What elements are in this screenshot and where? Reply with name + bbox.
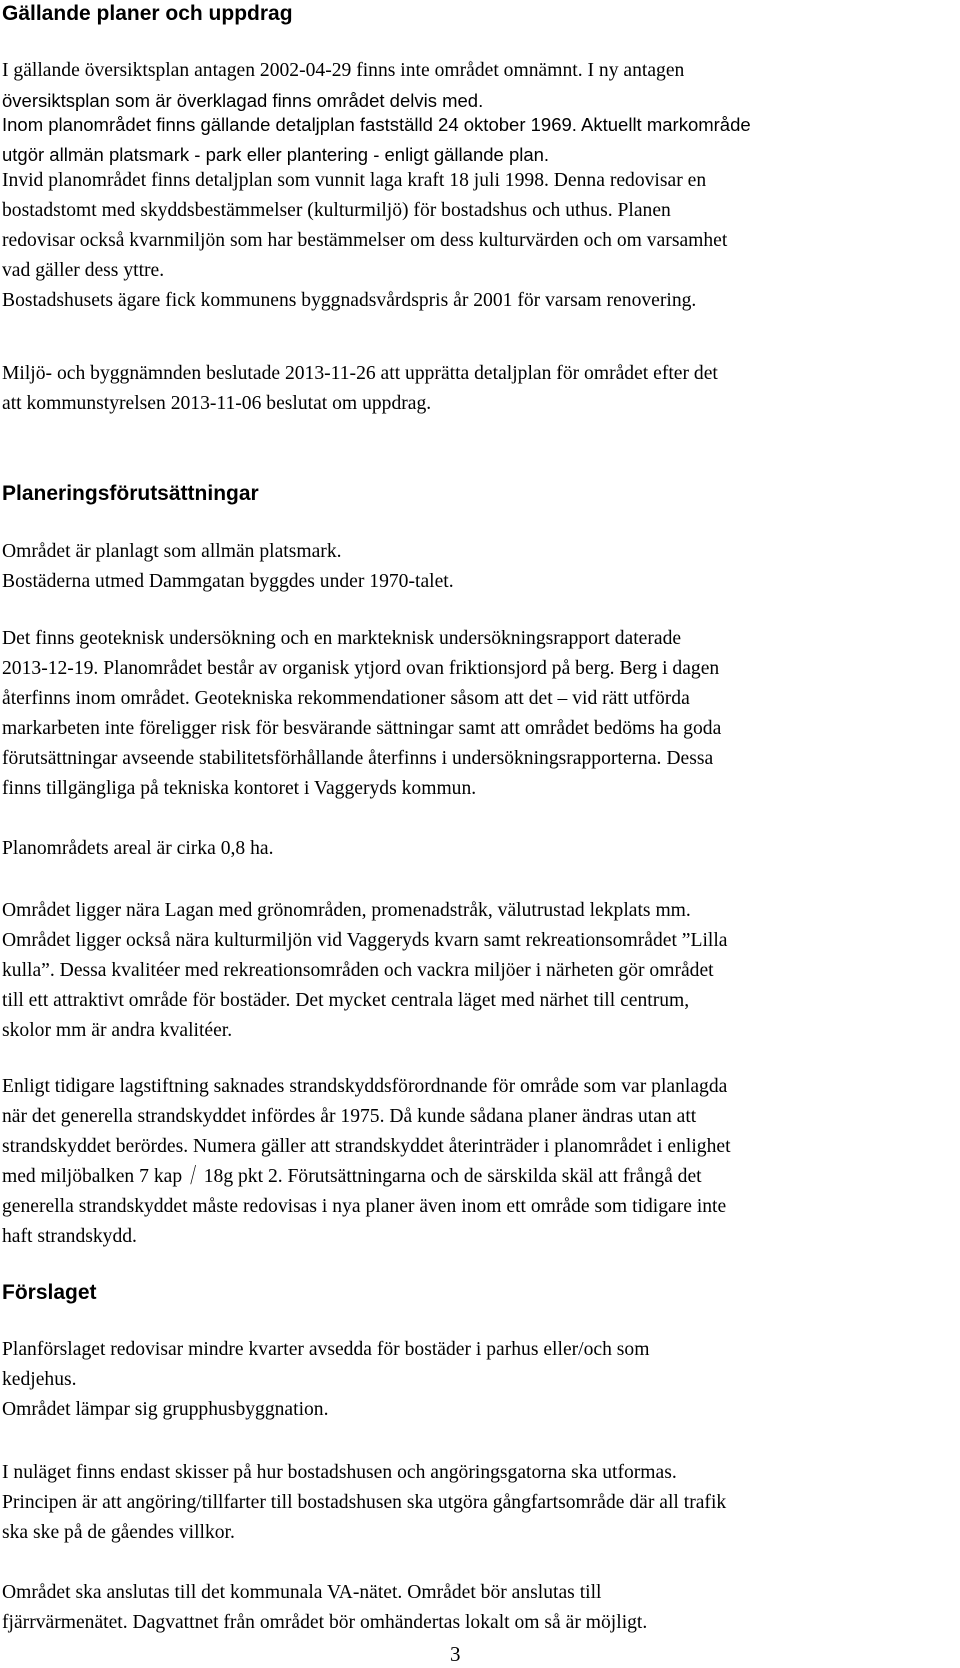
- text-line: Enligt tidigare lagstiftning saknades strandskyddsförordnande för område som var planlagda: [2, 1076, 728, 1097]
- paragraph-current-plans-4: [2, 359, 954, 419]
- text-line: 2013-12-19. Planområdet består av organisk ytjord ovan friktionsjord på berg. Berg i dagen: [2, 658, 720, 679]
- text-line: Principen är att angöring/tillfarter till bostadshusen ska utgöra gångfartsområde där all trafik: [2, 1492, 727, 1513]
- text-line: förutsättningar avseende stabilitetsförhållande återfinns i undersökningsrapporterna. Dessa: [2, 748, 714, 769]
- text-line: översiktsplan som är överklagad finns området delvis med.: [2, 90, 484, 111]
- text-line: kedjehus.: [2, 1369, 77, 1390]
- text-fragment: 18g pkt 2. Förutsättningarna och de särskilda skäl att frångå det: [203, 1166, 702, 1187]
- text-line: bostadstomt med skyddsbestämmelser (kulturmiljö) för bostadshus och uthus. Planen: [2, 200, 671, 221]
- text-line: markarbeten inte föreligger risk för besvärande sättningar samt att området bedöms ha goda: [2, 718, 722, 739]
- paragraph-planning-conditions-3: [2, 834, 954, 864]
- heading-proposal: Förslaget: [2, 1281, 97, 1304]
- text-line: utgör allmän platsmark - park eller plantering - enligt gällande plan.: [2, 144, 550, 165]
- text-line: redovisar också kvarnmiljön som har bestämmelser om dess kulturvärden och om varsamhet: [2, 230, 728, 251]
- text-line: Området lämpar sig grupphusbyggnation.: [2, 1399, 329, 1420]
- text-line: Bostäderna utmed Dammgatan byggdes under 1970-talet.: [2, 571, 454, 592]
- text-fragment: med miljöbalken 7 kap: [2, 1166, 183, 1187]
- text-line: haft strandskydd.: [2, 1226, 137, 1247]
- text-line: Invid planområdet finns detaljplan som vunnit laga kraft 18 juli 1998. Denna redovisar en: [2, 170, 707, 191]
- text-line: Området ligger nära Lagan med grönområden, promenadstråk, välutrustad lekplats mm.: [2, 900, 691, 921]
- paragraph-current-plans-2: [2, 110, 954, 170]
- text-line: I nuläget finns endast skisser på hur bostadshusen och angöringsgatorna ska utformas.: [2, 1462, 677, 1483]
- text-line: vad gäller dess yttre.: [2, 260, 165, 281]
- paragraph-planning-conditions-1: [2, 537, 954, 597]
- heading-current-plans: Gällande planer och uppdrag: [2, 2, 293, 25]
- paragraph-planning-conditions-5: [2, 1072, 954, 1252]
- paragraph-planning-conditions-4: [2, 896, 954, 1046]
- section-symbol: /: [190, 1160, 195, 1191]
- text-line: Bostadshusets ägare fick kommunens byggnadsvårdspris år 2001 för varsam renovering.: [2, 290, 697, 311]
- text-line: Planförslaget redovisar mindre kvarter avsedda för bostäder i parhus eller/och som: [2, 1339, 650, 1360]
- text-line: strandskyddet berördes. Numera gäller att strandskyddet återinträder i planområdet i enlighet: [2, 1136, 731, 1157]
- paragraph-proposal-3: [2, 1578, 954, 1638]
- heading-planning-conditions: Planeringsförutsättningar: [2, 482, 259, 505]
- text-line: finns tillgängliga på tekniska kontoret i Vaggeryds kommun.: [2, 778, 477, 799]
- paragraph-proposal-1: [2, 1335, 954, 1425]
- text-line: att kommunstyrelsen 2013-11-06 beslutat om uppdrag.: [2, 393, 432, 414]
- text-line: I gällande översiktsplan antagen 2002-04-29 finns inte området omnämnt. I ny antagen: [2, 60, 685, 81]
- text-line: Inom planområdet finns gällande detaljplan fastställd 24 oktober 1969. Aktuellt markområde: [2, 114, 751, 135]
- text-line: Området är planlagt som allmän platsmark.: [2, 541, 342, 562]
- page-number: 3: [450, 1642, 461, 1666]
- paragraph-proposal-2: [2, 1458, 954, 1548]
- paragraph-current-plans-1: [2, 56, 954, 116]
- text-line: skolor mm är andra kvalitéer.: [2, 1020, 233, 1041]
- text-line: ska ske på de gåendes villkor.: [2, 1522, 235, 1543]
- text-line: [2, 1162, 954, 1192]
- text-line: Planområdets areal är cirka 0,8 ha.: [2, 838, 274, 859]
- text-line: återfinns inom området. Geotekniska rekommendationer såsom att det – vid rätt utförda: [2, 688, 690, 709]
- text-line: till ett attraktivt område för bostäder. Det mycket centrala läget med närhet till centrum,: [2, 990, 690, 1011]
- text-line: Området ligger också nära kulturmiljön vid Vaggeryds kvarn samt rekreationsområdet ”Lilla: [2, 930, 728, 951]
- text-line: fjärrvärmenätet. Dagvattnet från området bör omhändertas lokalt om så är möjligt.: [2, 1612, 648, 1633]
- text-line: kulla”. Dessa kvalitéer med rekreationsområden och vackra miljöer i närheten gör området: [2, 960, 714, 981]
- text-line: Miljö- och byggnämnden beslutade 2013-11-26 att upprätta detaljplan för området efter det: [2, 363, 718, 384]
- text-line: Det finns geoteknisk undersökning och en markteknisk undersökningsrapport daterade: [2, 628, 682, 649]
- text-line: generella strandskyddet måste redovisas i nya planer även inom ett område som tidigare inte: [2, 1196, 727, 1217]
- text-line: Området ska anslutas till det kommunala VA-nätet. Området bör anslutas till: [2, 1582, 602, 1603]
- paragraph-planning-conditions-2: [2, 624, 954, 804]
- text-line: när det generella strandskyddet infördes år 1975. Då kunde sådana planer ändras utan att: [2, 1106, 697, 1127]
- paragraph-current-plans-3: [2, 166, 954, 316]
